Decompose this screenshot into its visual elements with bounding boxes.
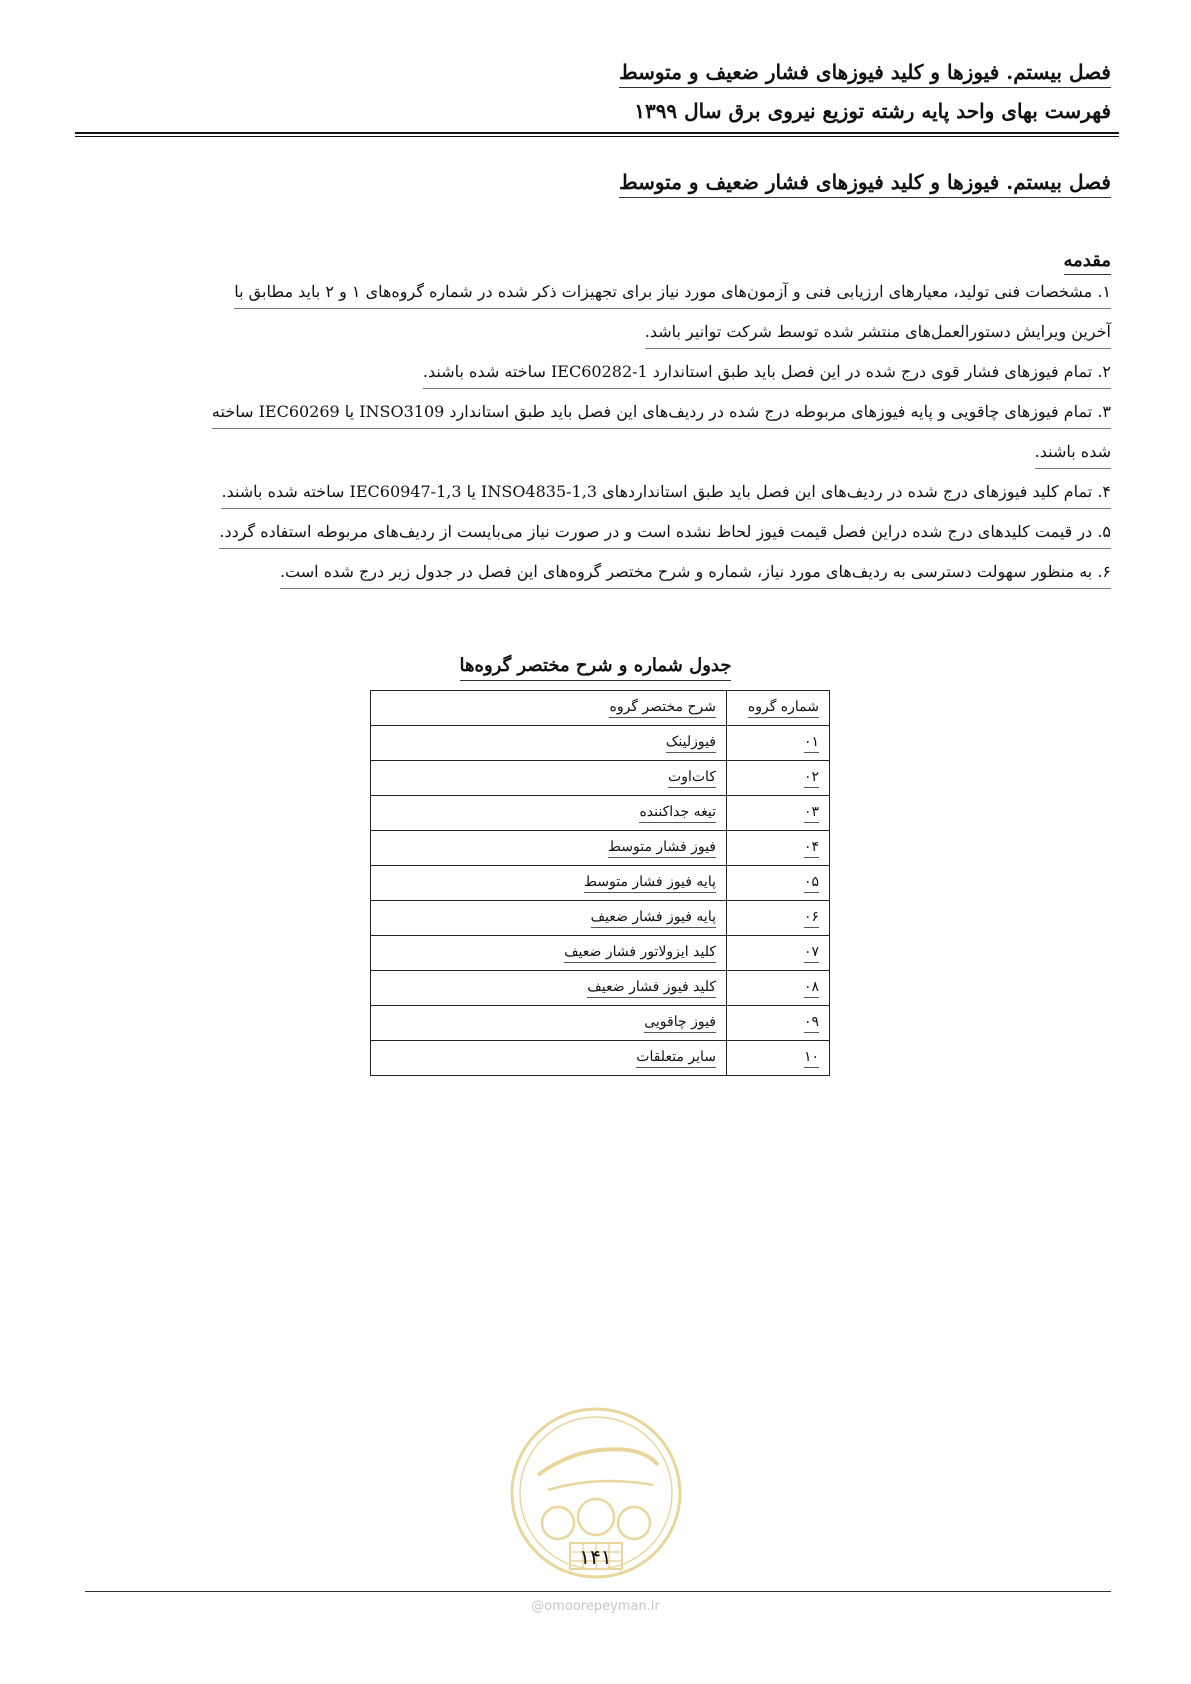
column-header-number: شماره گروه	[727, 691, 830, 726]
group-description: پایه فیوز فشار متوسط	[371, 866, 727, 901]
column-header-description: شرح مختصر گروه	[371, 691, 727, 726]
group-number: ۰۳	[727, 796, 830, 831]
group-number: ۰۵	[727, 866, 830, 901]
running-header-price-list: فهرست بهای واحد پایه رشته توزیع نیروی برق سال ۱۳۹۹	[634, 99, 1111, 123]
group-description: پایه فیوز فشار ضعیف	[371, 901, 727, 936]
table-row	[371, 1006, 830, 1041]
group-description: کلید ایزولاتور فشار ضعیف	[371, 936, 727, 971]
header-rule-thick	[75, 132, 1119, 134]
group-number: ۱۰	[727, 1041, 830, 1076]
table-row	[371, 971, 830, 1006]
group-number: ۰۶	[727, 901, 830, 936]
group-description: تیغه جداکننده	[371, 796, 727, 831]
group-number: ۰۷	[727, 936, 830, 971]
table-row	[371, 901, 830, 936]
paragraph-3-line-2: شده باشند.	[1035, 442, 1111, 469]
table-row	[371, 796, 830, 831]
table-row	[371, 936, 830, 971]
running-header-chapter: فصل بیستم. فیوزها و کلید فیوزهای فشار ضعیف و متوسط	[619, 60, 1111, 88]
table-header-row	[371, 691, 830, 726]
chapter-title: فصل بیستم. فیوزها و کلید فیوزهای فشار ضعیف و متوسط	[619, 170, 1111, 198]
group-number: ۰۹	[727, 1006, 830, 1041]
table-row	[371, 831, 830, 866]
table-row	[371, 761, 830, 796]
footer-rule	[85, 1591, 1111, 1592]
paragraph-3-line-1: ۳. تمام فیوزهای چاقویی و پایه فیوزهای مربوطه درج شده در ردیف‌های این فصل باید طبق استاندارد INSO3109 یا IEC60269 ساخته	[212, 402, 1111, 429]
table-row	[371, 866, 830, 901]
groups-table	[370, 690, 830, 1076]
table-row	[371, 726, 830, 761]
paragraph-5: ۵. در قیمت کلیدهای درج شده دراین فصل قیمت فیوز لحاظ نشده است و در صورت نیاز می‌بایست از ردیف‌های مربوطه استفاده گردد.	[219, 522, 1111, 549]
paragraph-2: ۲. تمام فیوزهای فشار قوی درج شده در این فصل باید طبق استاندارد IEC60282-1 ساخته شده باشند.	[423, 362, 1111, 389]
group-description: کلید فیوز فشار ضعیف	[371, 971, 727, 1006]
watermark-text: @omoorepeyman.ir	[531, 1599, 660, 1614]
group-number: ۰۱	[727, 726, 830, 761]
group-number: ۰۸	[727, 971, 830, 1006]
table-title: جدول شماره و شرح مختصر گروه‌ها	[0, 655, 1191, 681]
group-description: سایر متعلقات	[371, 1041, 727, 1076]
group-description: فیوزلینک	[371, 726, 727, 761]
group-number: ۰۲	[727, 761, 830, 796]
group-number: ۰۴	[727, 831, 830, 866]
header-rule-thin	[75, 136, 1119, 137]
paragraph-1-line-1: ۱. مشخصات فنی تولید، معیارهای ارزیابی فنی و آزمون‌های مورد نیاز برای تجهیزات ذکر شده در شماره گروه‌های ۱ و ۲ باید مطابق با	[234, 282, 1111, 309]
group-description: کات‌اوت	[371, 761, 727, 796]
table-row	[371, 1041, 830, 1076]
paragraph-1-line-2: آخرین ویرایش دستورالعمل‌های منتشر شده توسط شرکت توانیر باشد.	[645, 322, 1111, 349]
paragraph-6: ۶. به منظور سهولت دسترسی به ردیف‌های مورد نیاز، شماره و شرح مختصر گروه‌های این فصل در جدول زیر درج شده است.	[280, 562, 1111, 589]
group-description: فیوز فشار متوسط	[371, 831, 727, 866]
intro-heading: مقدمه	[1064, 250, 1112, 275]
page-number: ۱۴۱	[579, 1545, 612, 1569]
group-description: فیوز چاقویی	[371, 1006, 727, 1041]
paragraph-4: ۴. تمام کلید فیوزهای درج شده در ردیف‌های این فصل باید طبق استانداردهای INSO4835-1,3 یا IEC60947-1,3 ساخته شده باشند.	[221, 482, 1111, 509]
